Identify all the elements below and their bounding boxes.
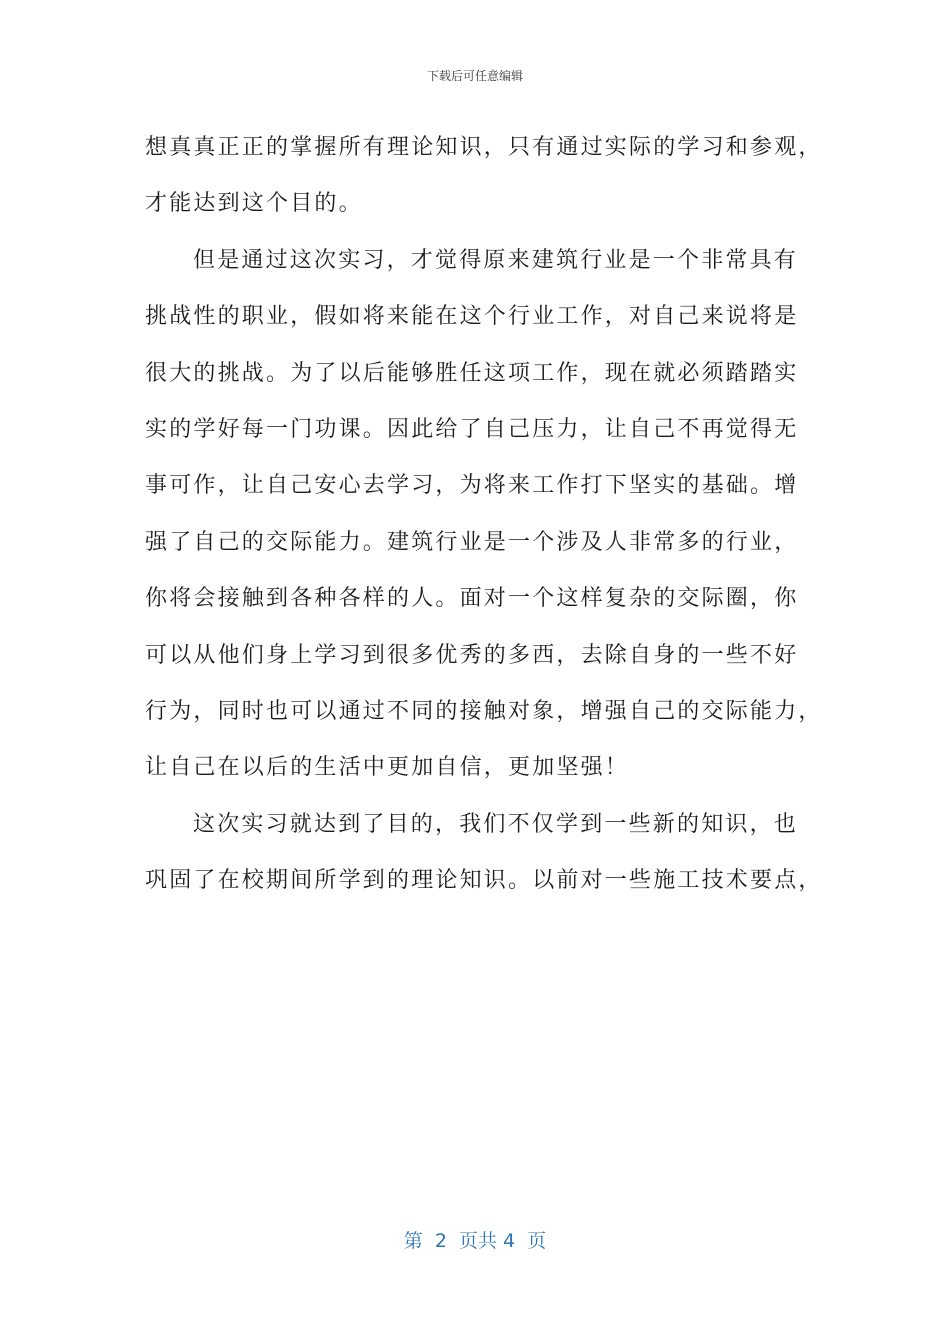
text-line: 行为，同时也可以通过不同的接触对象，增强自己的交际能力， bbox=[145, 698, 823, 724]
text-line: 你将会接触到各种各样的人。面对一个这样复杂的交际圈，你 bbox=[145, 586, 799, 612]
text-line: 挑战性的职业，假如将来能在这个行业工作，对自己来说将是 bbox=[145, 304, 799, 330]
text-line: 想真真正正的掌握所有理论知识，只有通过实际的学习和参观， bbox=[145, 135, 823, 160]
text-line: 强了自己的交际能力。建筑行业是一个涉及人非常多的行业， bbox=[145, 529, 799, 555]
text-line: 实的学好每一门功课。因此给了自己压力，让自己不再觉得无 bbox=[145, 416, 799, 442]
paragraph-start-line: 这次实习就达到了目的，我们不仅学到一些新的知识，也 bbox=[193, 811, 799, 837]
text-line: 很大的挑战。为了以后能够胜任这项工作，现在就必须踏踏实 bbox=[145, 360, 799, 386]
paragraph-start-line: 但是通过这次实习，才觉得原来建筑行业是一个非常具有 bbox=[193, 247, 799, 273]
text-line: 才能达到这个目的。 bbox=[145, 191, 363, 217]
text-line: 巩固了在校期间所学到的理论知识。以前对一些施工技术要点， bbox=[145, 868, 823, 894]
text-line: 让自己在以后的生活中更加自信，更加坚强！ bbox=[145, 755, 630, 781]
text-line: 可以从他们身上学习到很多优秀的多西，去除自身的一些不好 bbox=[145, 642, 799, 668]
page-number: 第 2 页共 4 页 bbox=[403, 1230, 547, 1252]
header-note: 下载后可任意编辑 bbox=[426, 69, 523, 83]
document-body bbox=[145, 120, 823, 909]
text-line: 事可作，让自己安心去学习，为将来工作打下坚实的基础。增 bbox=[145, 473, 799, 499]
